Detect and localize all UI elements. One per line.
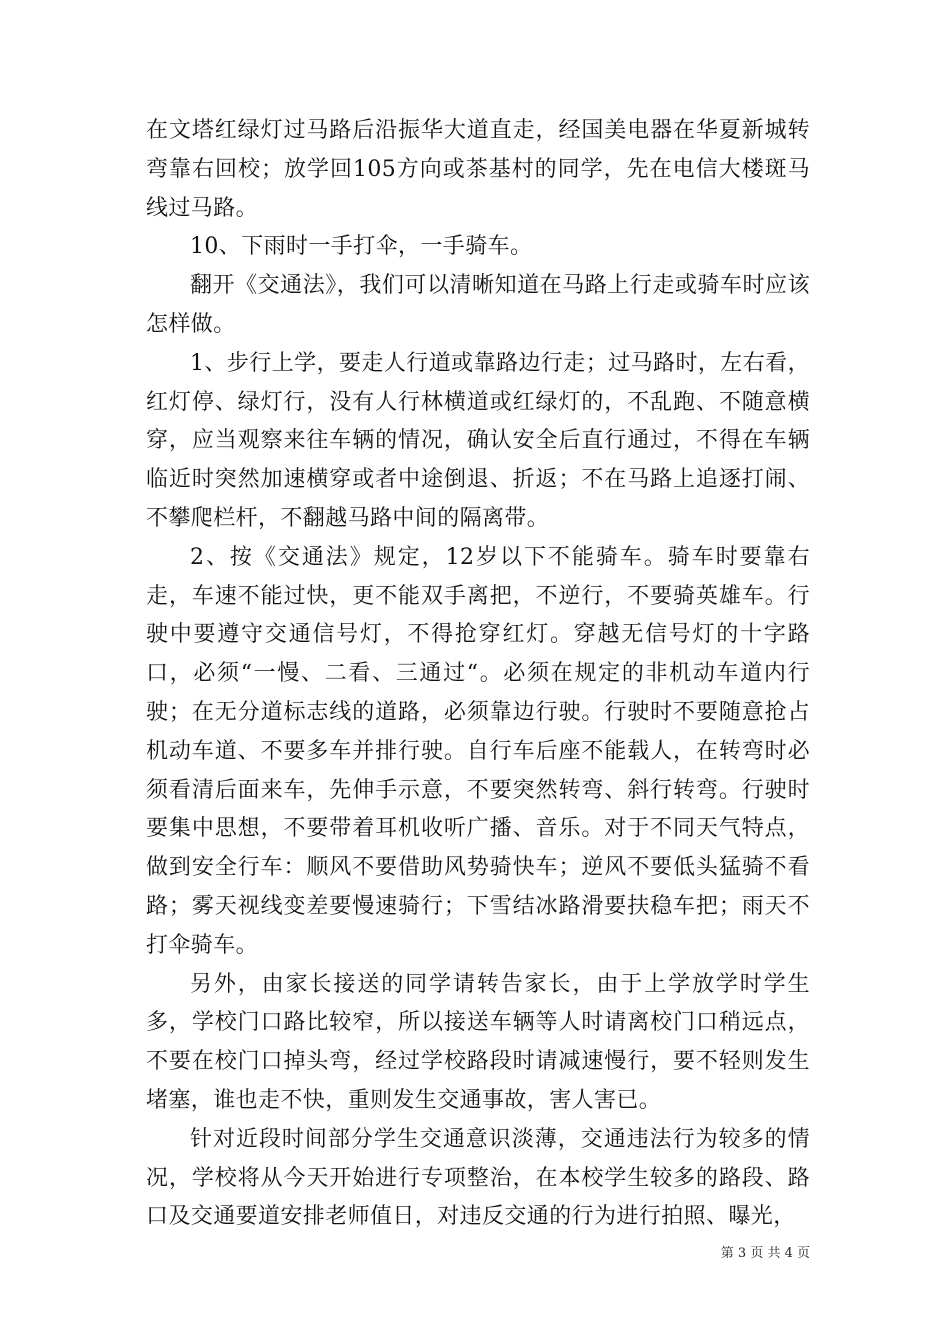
paragraph-rule-walking: 1、步行上学，要走人行道或靠路边行走；过马路时，左右看，红灯停、绿灯行，没有人行林横道或红绿灯的，不乱跑、不随意横穿，应当观察来往车辆的情况，确认安全后直行通过，不得在车辆临近时突然加速横穿或者中途倒退、折返；不在马路上追逐打闹、不攀爬栏杆，不翻越马路中间的隔离带。 (146, 350, 810, 531)
paragraph-traffic-law-intro: 翻开《交通法》，我们可以清晰知道在马路上行走或骑车时应该怎样做。 (146, 273, 810, 337)
paragraph-parents-notice: 另外，由家长接送的同学请转告家长，由于上学放学时学生多，学校门口路比较窄，所以接送车辆等人时请离校门口稍远点，不要在校门口掉头弯，经过学校路段时请减速慢行，要不轻则发生堵塞，谁也走不快，重则发生交通事故，害人害已。 (146, 971, 810, 1113)
paragraph-school-action: 针对近段时间部分学生交通意识淡薄，交通违法行为较多的情况，学校将从今天开始进行专项整治，在本校学生较多的路段、路口及交通要道安排老师值日，对违反交通的行为进行拍照、曝光， (146, 1126, 810, 1230)
paragraph-route-continuation: 在文塔红绿灯过马路后沿振华大道直走，经国美电器在华夏新城转弯靠右回校；放学回105方向或茶基村的同学，先在电信大楼斑马线过马路。 (146, 118, 810, 221)
document-body (146, 112, 810, 1237)
paragraph-item-10: 10、下雨时一手打伞，一手骑车。 (190, 234, 533, 260)
page-number-footer: 第 3 页 共 4 页 (720, 1246, 810, 1261)
paragraph-rule-cycling: 2、按《交通法》规定，12岁以下不能骑车。骑车时要靠右走，车速不能过快，更不能双手离把，不逆行，不要骑英雄车。行驶中要遵守交通信号灯，不得抢穿红灯。穿越无信号灯的十字路口，必须“一慢、二看、三通过“。必须在规定的非机动车道内行驶；在无分道标志线的道路，必须靠边行驶。行驶时不要随意抢占机动车道、不要多车并排行驶。自行车后座不能载人，在转弯时必须看清后面来车，先伸手示意，不要突然转弯、斜行转弯。行驶时要集中思想，不要带着耳机收听广播、音乐。对于不同天气特点，做到安全行车：顺风不要借助风势骑快车；逆风不要低头猛骑不看路；雾天视线变差要慢速骑行；下雪结冰路滑要扶稳车把；雨天不打伞骑车。 (146, 544, 810, 958)
